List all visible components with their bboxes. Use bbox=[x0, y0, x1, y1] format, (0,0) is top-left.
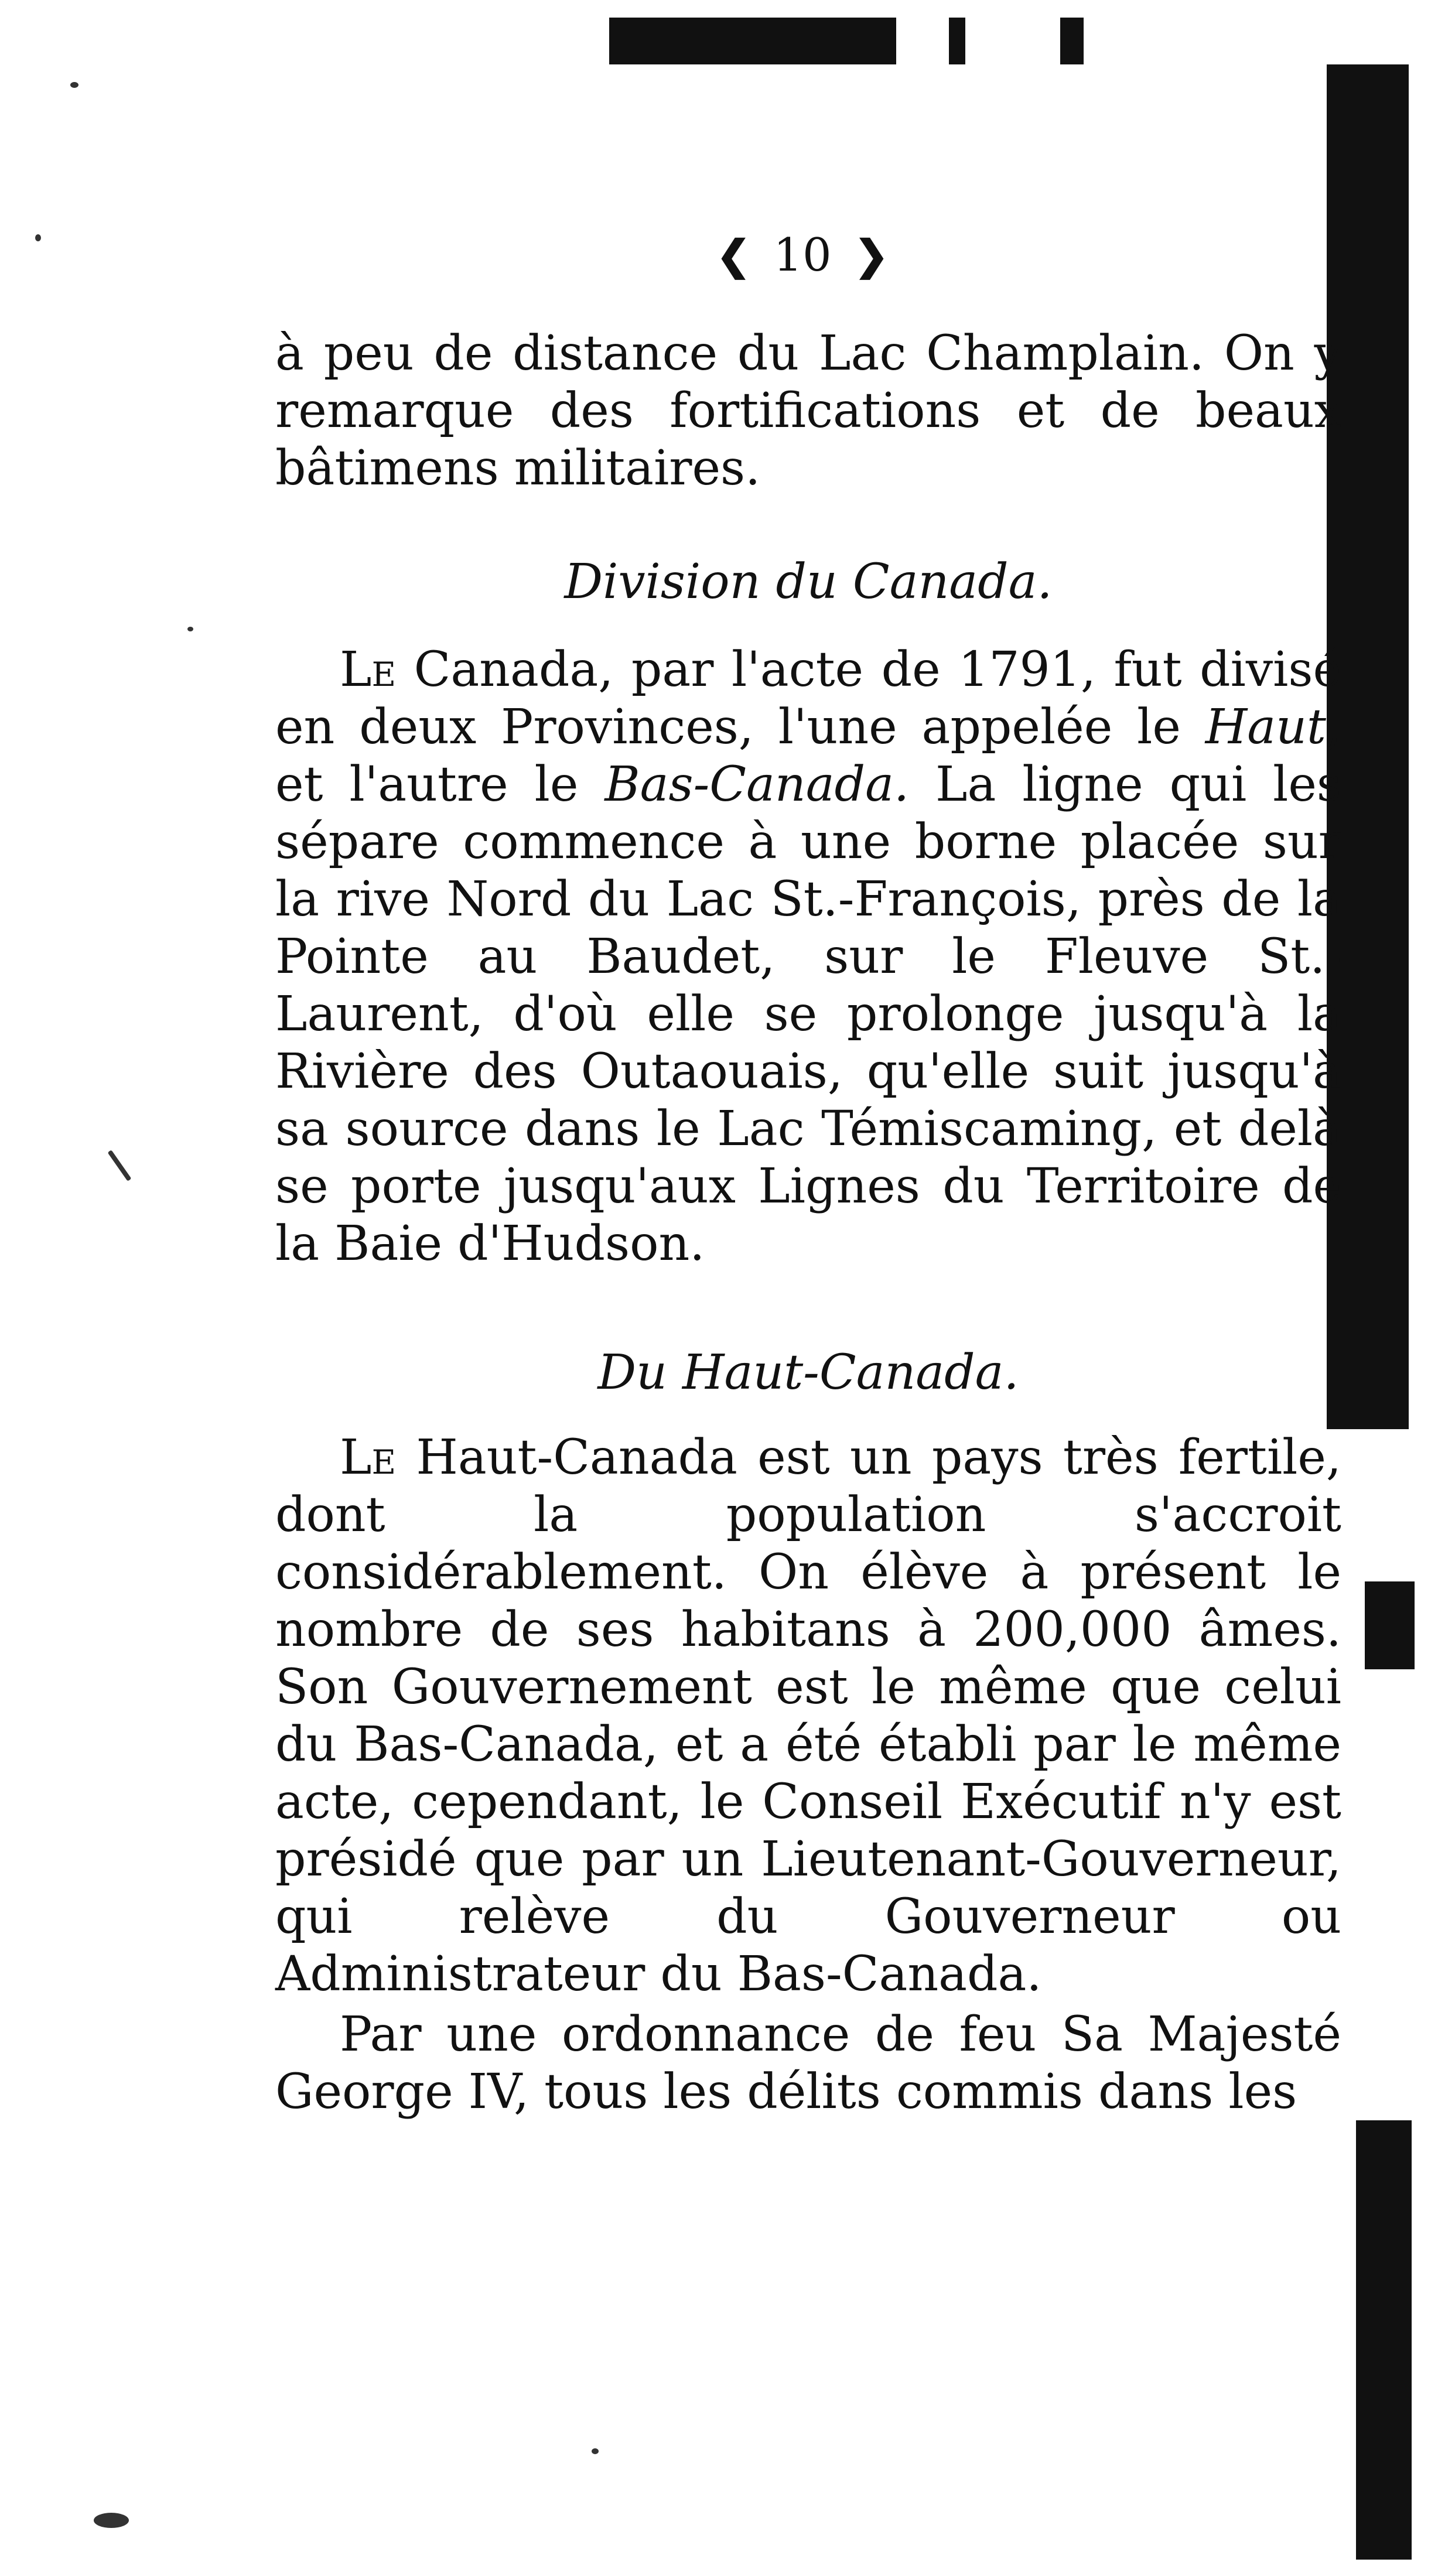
heading-du-haut-canada: Du Haut-Canada. bbox=[597, 1345, 1019, 1400]
ornament-left-icon: ❮ bbox=[716, 230, 751, 279]
scan-artifact-top-mark bbox=[949, 18, 965, 64]
scan-dust bbox=[70, 82, 78, 88]
italic-term: Haut bbox=[1205, 699, 1326, 755]
scan-dust bbox=[35, 234, 41, 241]
paragraph-text: Haut-Canada est un pays très fertile, dont la population s'accroit considérablement. On élève à présent le nombre de ses habitans à 200,000 âmes. Son Gouvernement est le même que celui du Bas-Canada, et a été établi par le même acte, cependant, le Conseil Exécutif n'y est présidé que par un Lieutenant-Gouverneur, qui relève du Gouverneur ou Administrateur du Bas-Canada. bbox=[275, 1430, 1341, 2002]
paragraph-text: , et l'autre le bbox=[275, 699, 1341, 812]
paragraph-text: La ligne qui les sépare commence à une borne placée sur la rive Nord du Lac St.-François, près de la Pointe au Baudet, sur le Fleuve St.-Laurent, d'où elle se prolonge jusqu'à la Rivière des Outaouais, qu'elle suit jusqu'à sa source dans le Lac Témiscaming, et delà se porte jusqu'aux Lignes du Territoire de la Baie d'Hudson. bbox=[275, 757, 1341, 1272]
scan-dust bbox=[94, 2513, 129, 2528]
ornament-right-icon: ❯ bbox=[854, 230, 889, 279]
scan-artifact-top-bar bbox=[609, 18, 896, 64]
scan-artifact-right-edge bbox=[1365, 1581, 1415, 1669]
paragraph-ordonnance: Par une ordonnance de feu Sa Majesté George IV, tous les délits commis dans les bbox=[275, 2007, 1341, 2120]
page-number-value: 10 bbox=[773, 228, 832, 282]
scan-dust bbox=[108, 1150, 132, 1181]
scan-dust bbox=[592, 2448, 599, 2454]
scan-artifact-top-mark bbox=[1060, 18, 1084, 64]
page-number bbox=[679, 226, 925, 282]
italic-term: Bas-Canada. bbox=[604, 757, 910, 812]
lead-word: Le bbox=[340, 1430, 397, 1485]
heading-division-du-canada: Division du Canada. bbox=[564, 554, 1053, 610]
scan-dust bbox=[187, 627, 193, 631]
lead-word: Le bbox=[340, 642, 397, 698]
paragraph-division bbox=[275, 641, 1341, 1273]
scan-artifact-right-edge bbox=[1356, 2120, 1412, 2560]
paragraph-haut-canada bbox=[275, 1429, 1341, 2003]
continuation-paragraph: à peu de distance du Lac Champlain. On y remarque des fortifications et de beaux bâtimens militaires. bbox=[275, 326, 1341, 496]
paragraph-text: Canada, par l'acte de 1791, fut divisé en deux Provinces, l'une appelée le bbox=[275, 642, 1341, 755]
